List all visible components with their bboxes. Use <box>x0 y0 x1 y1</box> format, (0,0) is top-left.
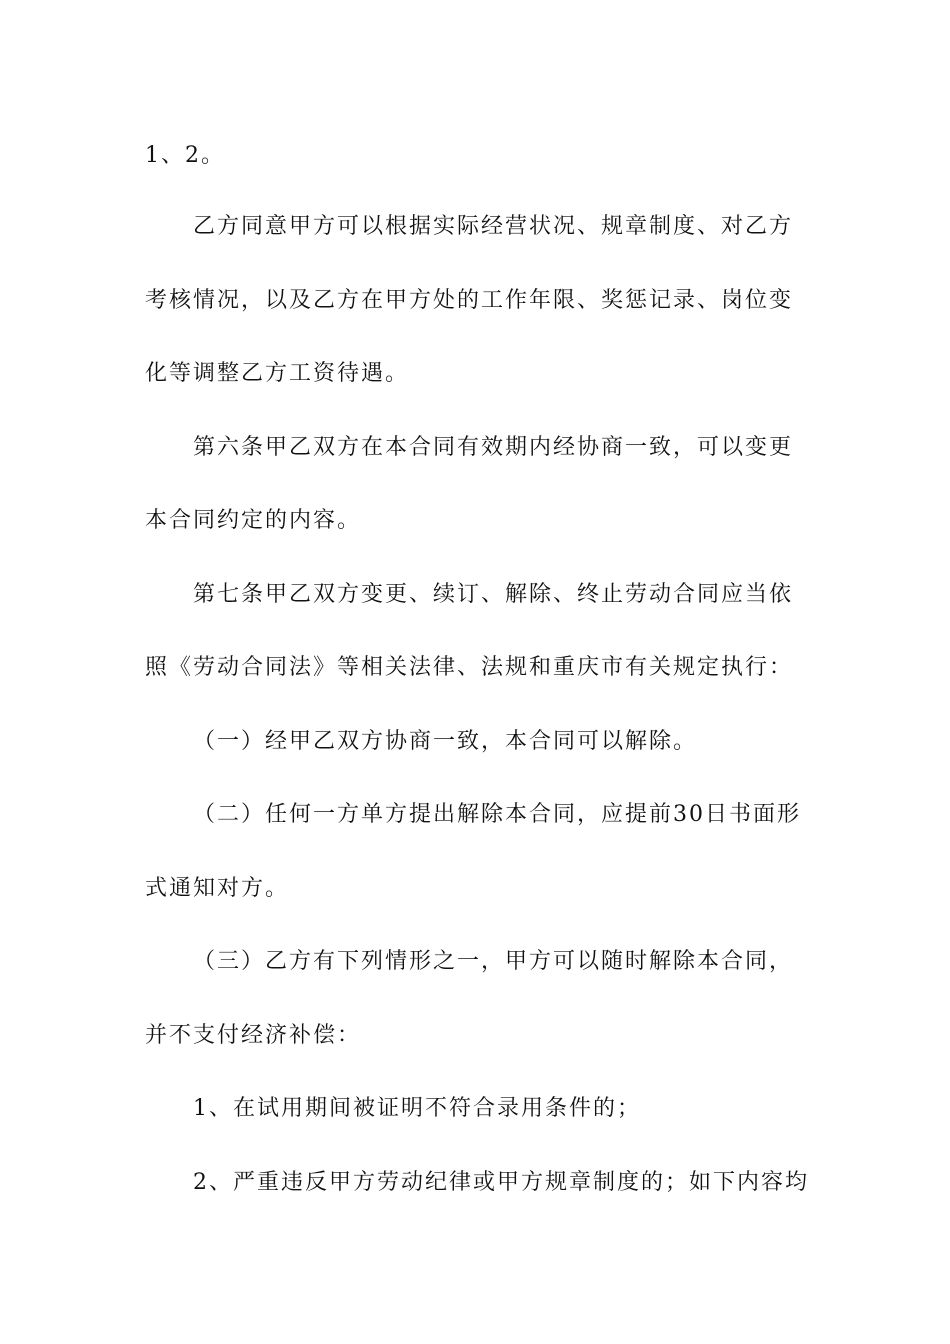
text-line-13: 并不支付经济补偿： <box>145 1023 362 1048</box>
text-line-3: 考核情况，以及乙方在甲方处的工作年限、奖惩记录、岗位变 <box>145 288 794 313</box>
text-line-15: 2、严重违反甲方劳动纪律或甲方规章制度的；如下内容均 <box>193 1170 809 1195</box>
text-line-8: 照《劳动合同法》等相关法律、法规和重庆市有关规定执行： <box>145 655 794 680</box>
text-line-12: （三）乙方有下列情形之一，甲方可以随时解除本合同， <box>193 949 794 974</box>
text-line-5: 第六条甲乙双方在本合同有效期内经协商一致，可以变更 <box>193 435 794 460</box>
text-line-14: 1、在试用期间被证明不符合录用条件的； <box>193 1096 641 1121</box>
text-line-1: 1、2。 <box>145 143 225 168</box>
text-line-10: （二）任何一方单方提出解除本合同，应提前30日书面形 <box>193 802 801 827</box>
text-line-11: 式通知对方。 <box>145 876 290 901</box>
text-line-2: 乙方同意甲方可以根据实际经营状况、规章制度、对乙方 <box>193 214 794 239</box>
text-line-9: （一）经甲乙双方协商一致，本合同可以解除。 <box>193 729 698 754</box>
text-line-7: 第七条甲乙双方变更、续订、解除、终止劳动合同应当依 <box>193 582 794 607</box>
text-line-6: 本合同约定的内容。 <box>145 508 362 533</box>
text-line-4: 化等调整乙方工资待遇。 <box>145 361 410 386</box>
